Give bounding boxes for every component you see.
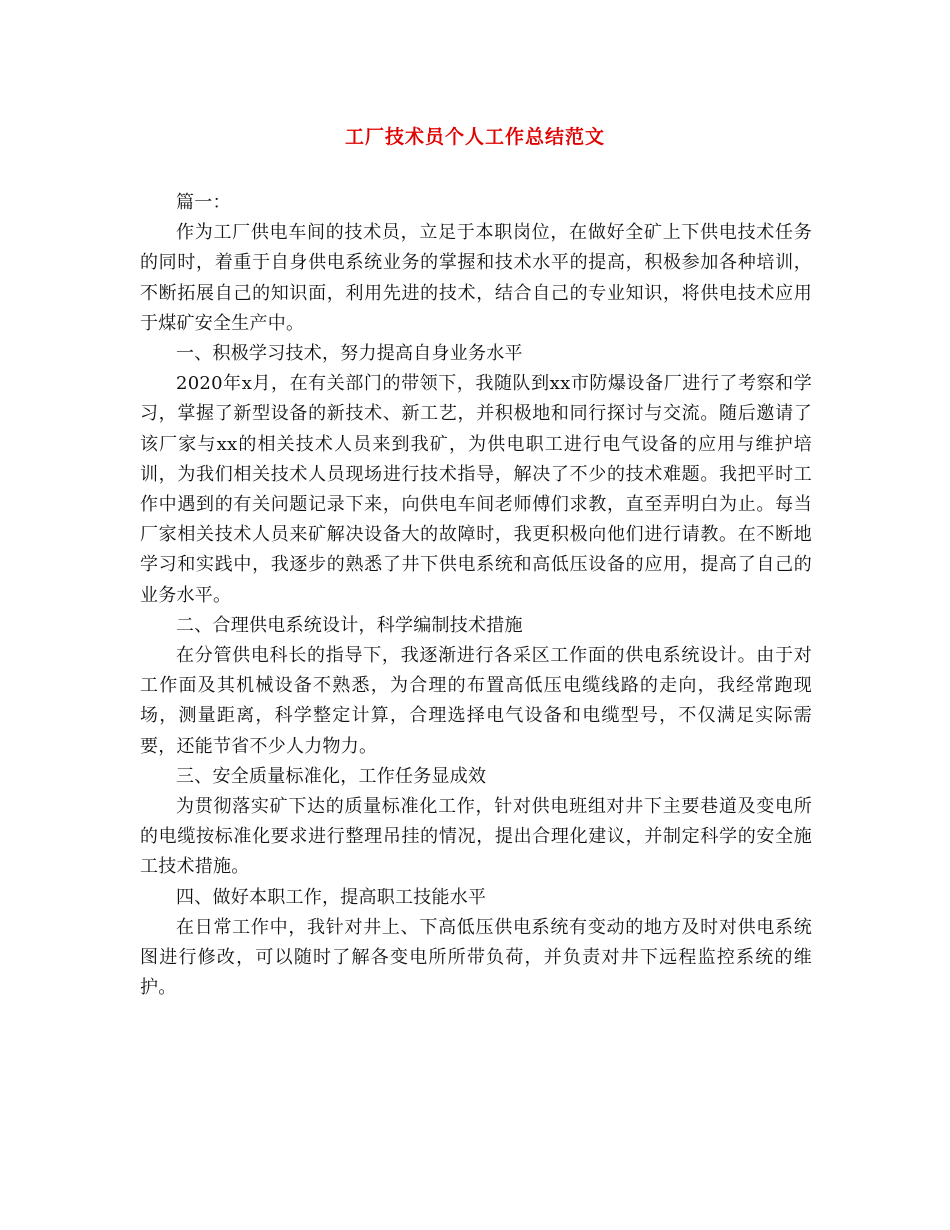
section-label: 篇一： bbox=[176, 192, 231, 213]
section-heading: 一、积极学习技术，努力提高自身业务水平 bbox=[176, 343, 523, 365]
section-heading: 四、做好本职工作，提高职工技能水平 bbox=[176, 886, 487, 908]
section-heading: 三、安全质量标准化，工作任务显成效 bbox=[176, 765, 487, 787]
body-paragraph: 作为工厂供电车间的技术员，立足于本职岗位，在做好全矿上下供电技术任务的同时，着重于自身供电系统业务的掌握和技术水平的提高，积极参加各种培训，不断拓展自己的知识面，利用先进的技术，结合自己的专业知识，将供电技术应用于煤矿安全生产中。 bbox=[140, 222, 812, 334]
body-paragraph: 为贯彻落实矿下达的质量标准化工作，针对供电班组对井下主要巷道及变电所的电缆按标准化要求进行整理吊挂的情况，提出合理化建议，并制定科学的安全施工技术措施。 bbox=[140, 796, 812, 878]
document-body bbox=[140, 188, 812, 1003]
section-heading: 二、合理供电系统设计，科学编制技术措施 bbox=[176, 614, 523, 636]
body-paragraph: 2020年x月，在有关部门的带领下，我随队到xx市防爆设备厂进行了考察和学习，掌握了新型设备的新技术、新工艺，并积极地和同行探讨与交流。随后邀请了该厂家与xx的相关技术人员来到我矿，为供电职工进行电气设备的应用与维护培训，为我们相关技术人员现场进行技术指导，解决了不少的技术难题。我把平时工作中遇到的有关问题记录下来，向供电车间老师傅们求教，直至弄明白为止。每当厂家相关技术人员来矿解决设备大的故障时，我更积极向他们进行请教。在不断地学习和实践中，我逐步的熟悉了井下供电系统和高低压设备的应用，提高了自己的业务水平。 bbox=[140, 373, 812, 606]
document-title: 工厂技术员个人工作总结范文 bbox=[344, 126, 605, 148]
body-paragraph: 在分管供电科长的指导下，我逐渐进行各采区工作面的供电系统设计。由于对工作面及其机械设备不熟悉，为合理的布置高低压电缆线路的走向，我经常跑现场，测量距离，科学整定计算，合理选择电气设备和电缆型号，不仅满足实际需要，还能节省不少人力物力。 bbox=[140, 645, 812, 757]
body-paragraph: 在日常工作中，我针对井上、下高低压供电系统有变动的地方及时对供电系统图进行修改，可以随时了解各变电所所带负荷，并负责对井下远程监控系统的维护。 bbox=[140, 916, 812, 999]
